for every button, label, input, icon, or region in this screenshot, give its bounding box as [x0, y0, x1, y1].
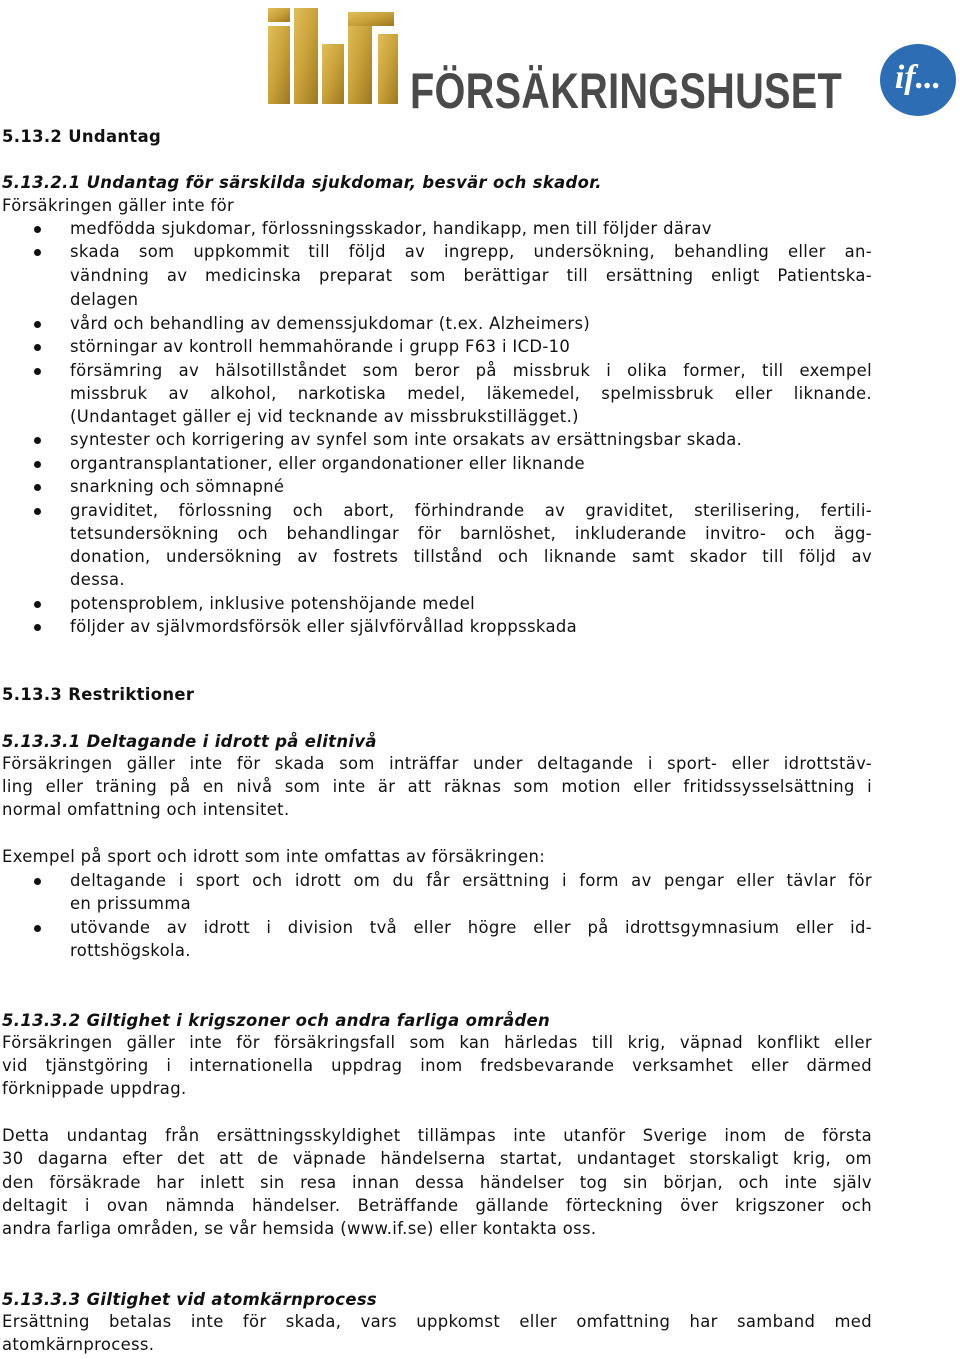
- list-item: medfödda sjukdomar, förlossningsskador, handikapp, men till följder därav: [70, 219, 712, 238]
- sub-heading-krigszoner: [2, 1011, 550, 1031]
- list-item: organtransplantationer, eller organdonationer eller liknande: [70, 454, 585, 473]
- sub-heading-number: 5.13.2.1: [2, 173, 81, 192]
- bullet-marker: [34, 484, 41, 491]
- bullet-marker: [34, 368, 41, 375]
- list-item-line: (Undantaget gäller ej vid tecknande av missbrukstillägget.): [70, 407, 579, 426]
- paragraph-line: förknippade uppdrag.: [2, 1079, 187, 1098]
- paragraph-line: andra farliga områden, se vår hemsida (www.if.se) eller kontakta oss.: [2, 1219, 597, 1238]
- paragraph-line: ling eller träning på en nivå som inte är att räknas som motion eller fritidssysselsättning i: [2, 777, 872, 796]
- list-item: potensproblem, inklusive potenshöjande medel: [70, 594, 476, 613]
- section-heading-restriktioner: 5.13.3 Restriktioner: [2, 685, 195, 704]
- list-item: vård och behandling av demenssjukdomar (t.ex. Alzheimers): [70, 314, 591, 333]
- list-item-line: utövande av idrott i division två eller högre eller på idrottsgymnasium eller id-: [70, 918, 872, 937]
- bullet-marker: [34, 461, 41, 468]
- paragraph-line: vid tjänstgöring i internationella uppdrag inom fredsbevarande verksamhet eller därmed: [2, 1056, 872, 1075]
- list-item-line: donation, undersökning av fostrets tillstånd och liknande samt skador till följd av: [70, 547, 872, 566]
- list-item-line: missbruk av alkohol, narkotiska medel, läkemedel, spelmissbruk eller liknande.: [70, 384, 872, 403]
- logo-wordmark: FÖRSÄKRINGSHUSET: [410, 63, 842, 116]
- bullet-marker: [34, 321, 41, 328]
- section-heading-undantag: 5.13.2 Undantag: [2, 127, 162, 146]
- bullet-marker: [34, 624, 41, 631]
- bullet-marker: [34, 878, 41, 885]
- bullet-marker: [34, 925, 41, 932]
- paragraph-line: Försäkringen gäller inte för försäkringsfall som kan härledas till krig, väpnad konflikt eller: [2, 1033, 872, 1052]
- paragraph-line: den försäkrade har inlett sin resa innan dessa händelser tog sin början, och inte själv: [2, 1173, 872, 1192]
- sub-heading-title: Deltagande i idrott på elitnivå: [86, 732, 377, 751]
- paragraph-line: deltagit i ovan nämnda händelser. Beträffande gällande förteckning över krigszoner och: [2, 1196, 872, 1215]
- intro-text: Försäkringen gäller inte för: [2, 196, 235, 215]
- paragraph: Exempel på sport och idrott som inte omfattas av försäkringen:: [2, 847, 546, 866]
- list-item-line: försämring av hälsotillståndet som beror på missbruk i olika former, till exempel: [70, 361, 872, 380]
- bullet-marker: [34, 226, 41, 233]
- list-item-line: dessa.: [70, 570, 125, 589]
- list-item-line: rottshögskola.: [70, 941, 191, 960]
- list-item-line: graviditet, förlossning och abort, förhindrande av graviditet, sterilisering, fertili-: [70, 501, 872, 520]
- paragraph-line: Detta undantag från ersättningsskyldighet tillämpas inte utanför Sverige inom de första: [2, 1126, 872, 1145]
- bullet-marker: [34, 601, 41, 608]
- sub-heading-number: 5.13.3.3: [2, 1290, 81, 1309]
- sub-heading-title: Giltighet vid atomkärnprocess: [86, 1290, 378, 1309]
- sub-heading-title: Undantag för särskilda sjukdomar, besvär och skador.: [86, 173, 602, 192]
- sub-heading-title: Giltighet i krigszoner och andra farliga områden: [86, 1011, 551, 1030]
- forsakringshuset-logo: [266, 4, 866, 116]
- list-item: syntester och korrigering av synfel som inte orsakats av ersättningsbar skada.: [70, 430, 743, 449]
- bullet-marker: [34, 344, 41, 351]
- bullet-marker: [34, 508, 41, 515]
- paragraph-line: atomkärnprocess.: [2, 1335, 155, 1354]
- list-item-line: skada som uppkommit till följd av ingrepp, undersökning, behandling eller an-: [70, 242, 872, 261]
- paragraph-line: Försäkringen gäller inte för skada som inträffar under deltagande i sport- eller idrottstäv-: [2, 754, 872, 773]
- if-logo: [880, 44, 956, 116]
- list-item-line: en prissumma: [70, 894, 192, 913]
- list-item-line: tetsundersökning och behandlingar för barnlöshet, inkluderande invitro- och ägg-: [70, 524, 872, 543]
- paragraph-line: normal omfattning och intensitet.: [2, 800, 290, 819]
- bullet-marker: [34, 437, 41, 444]
- header: [266, 4, 960, 116]
- list-item-line: delagen: [70, 290, 139, 309]
- if-logo-text: if...: [894, 59, 942, 96]
- sub-heading-number: 5.13.3.1: [2, 732, 81, 751]
- sub-heading-undantag: [2, 173, 602, 193]
- bullet-marker: [34, 249, 41, 256]
- list-item-line: deltagande i sport och idrott om du får ersättning i form av pengar eller tävlar för: [70, 871, 872, 890]
- paragraph-line: Ersättning betalas inte för skada, vars uppkomst eller omfattning har samband med: [2, 1312, 872, 1331]
- paragraph-line: 30 dagarna efter det att de väpnade händelserna startat, undantaget storskaligt krig, om: [2, 1149, 872, 1168]
- list-item: följder av självmordsförsök eller självförvållad kroppsskada: [70, 617, 578, 636]
- list-item-line: vändning av medicinska preparat som berättigar till ersättning enligt Patientska-: [70, 266, 872, 285]
- sub-heading-elitniva: [2, 732, 377, 752]
- sub-heading-atomkarnprocess: [2, 1290, 377, 1310]
- list-item: snarkning och sömnapné: [70, 477, 285, 496]
- list-item: störningar av kontroll hemmahörande i grupp F63 i ICD-10: [70, 337, 571, 356]
- sub-heading-number: 5.13.3.2: [2, 1011, 81, 1030]
